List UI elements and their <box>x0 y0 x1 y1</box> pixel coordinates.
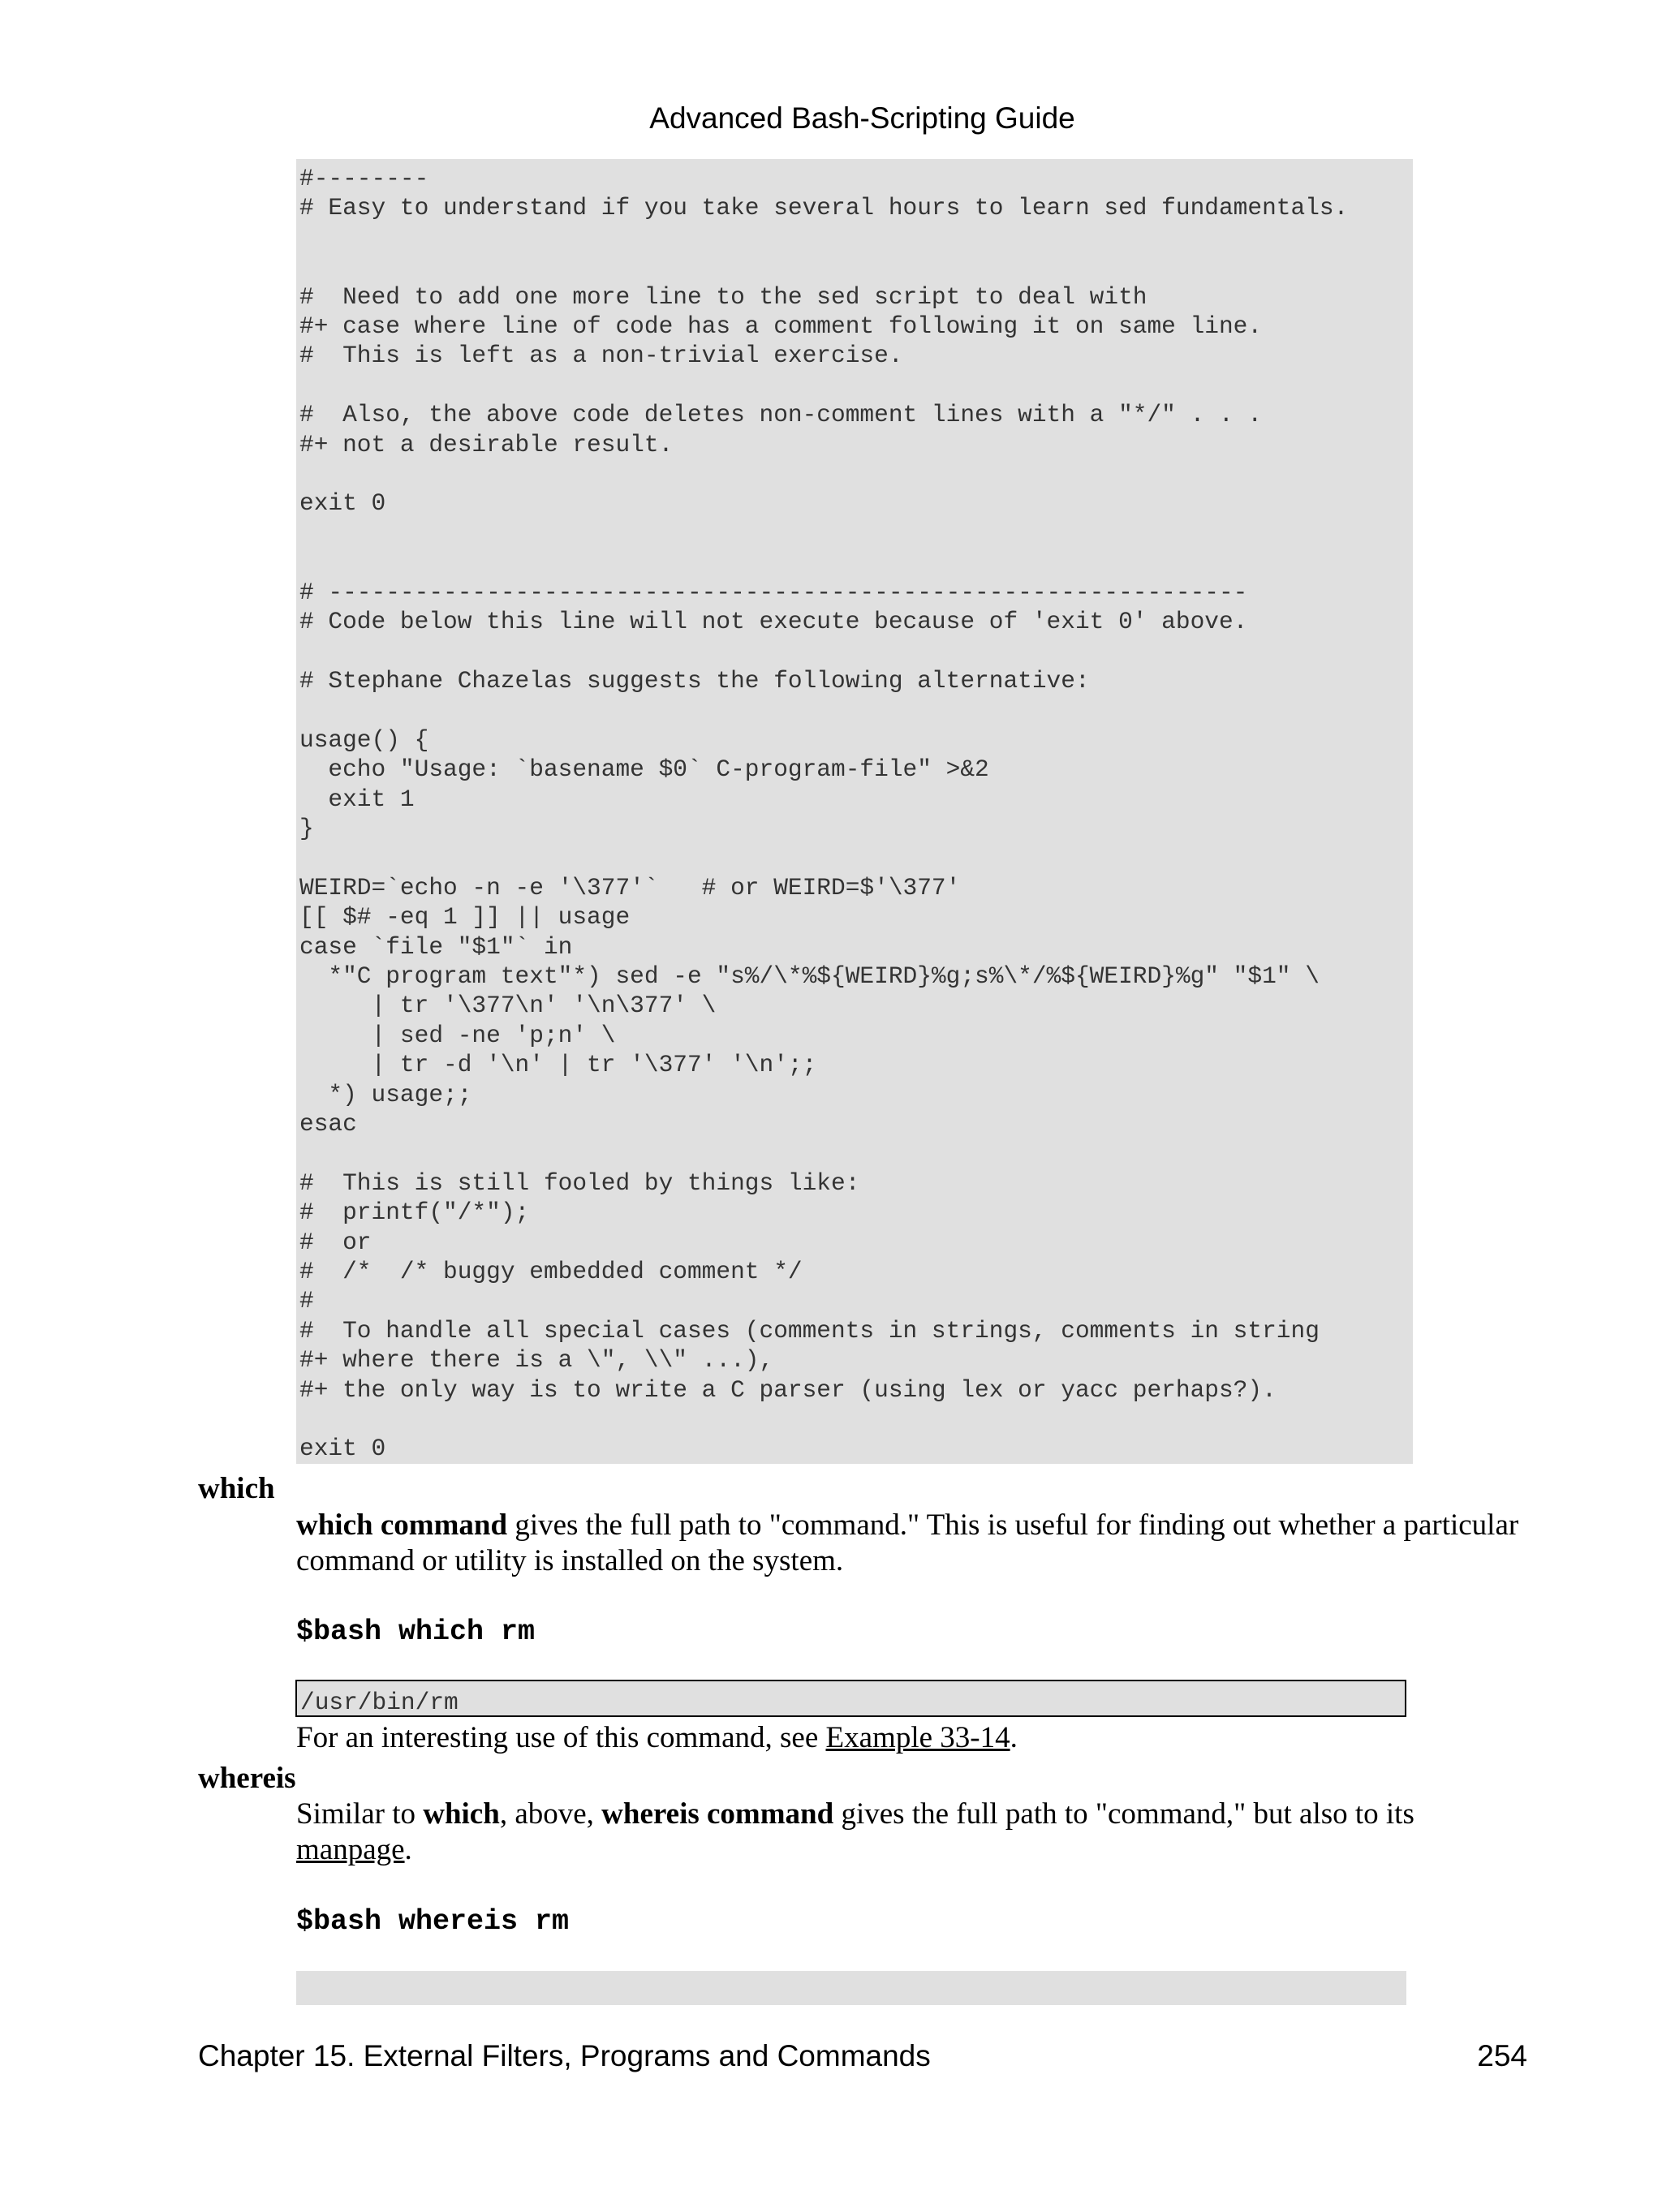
which-ref-bold: which <box>423 1797 500 1831</box>
manpage-link[interactable]: manpage <box>296 1833 405 1866</box>
whereis-command-example: $bash whereis rm <box>296 1905 570 1938</box>
whereis-desc-part2: , above, <box>499 1797 602 1831</box>
footer-chapter: Chapter 15. External Filters, Programs and Commands <box>198 2039 931 2072</box>
whereis-desc-part3: gives the full path to "command," but also to its <box>833 1797 1414 1831</box>
which-output: /usr/bin/rm <box>295 1680 1406 1717</box>
which-see-suffix: . <box>1010 1721 1018 1754</box>
term-which: which <box>198 1472 275 1505</box>
whereis-command-bold: whereis command <box>601 1797 834 1831</box>
which-description-text: gives the full path to "command." This is useful for finding out whether a particular command or utility is installed on the system. <box>296 1508 1519 1577</box>
which-command-bold: which command <box>296 1508 508 1542</box>
which-description <box>296 1508 1530 1579</box>
whereis-description <box>296 1797 1530 1868</box>
whereis-output <box>296 1971 1406 2005</box>
which-see-prefix: For an interesting use of this command, see <box>296 1721 826 1754</box>
whereis-desc-part1: Similar to <box>296 1797 424 1831</box>
footer-page-number: 254 <box>1477 2039 1527 2072</box>
which-see-also <box>296 1720 1530 1756</box>
whereis-desc-part4: . <box>404 1833 412 1866</box>
page-header: Advanced Bash-Scripting Guide <box>649 101 1075 135</box>
example-link[interactable]: Example 33-14 <box>825 1721 1010 1754</box>
which-command-example: $bash which rm <box>296 1616 536 1648</box>
code-listing: #-------- # Easy to understand if you take several hours to learn sed fundamentals. # Need to add one more line to the sed script to deal with #+ case where line of code has a comment following it on same line. # This is left as a non-trivial exercise. # Also, the above code deletes non-comment lines with a "*/" . . . #+ not a desirable result. exit 0 # ---------------------------------------------------------------- # Code below this line will not execute because of 'exit 0' above. # Stephane Chazelas suggests the following alternative: usage() { echo "Usage: `basename $0` C-program-file" >&2 exit 1 } WEIRD=`echo -n -e '\377'` # or WEIRD=$'\377' [[ $# -eq 1 ]] || usage case `file "$1"` in *"C program text"*) sed -e "s%/\*%${WEIRD}%g;s%\*/%${WEIRD}%g" "$1" \ | tr '\377\n' '\n\377' \ | sed -ne 'p;n' \ | tr -d '\n' | tr '\377' '\n';; *) usage;; esac # This is still fooled by things like: # printf("/*"); # or # /* /* buggy embedded comment */ # # To handle all special cases (comments in strings, comments in string #+ where there is a \", \\" ...), #+ the only way is to write a C parser (using lex or yacc perhaps?). exit 0 <box>296 159 1413 1464</box>
term-whereis: whereis <box>198 1762 296 1795</box>
